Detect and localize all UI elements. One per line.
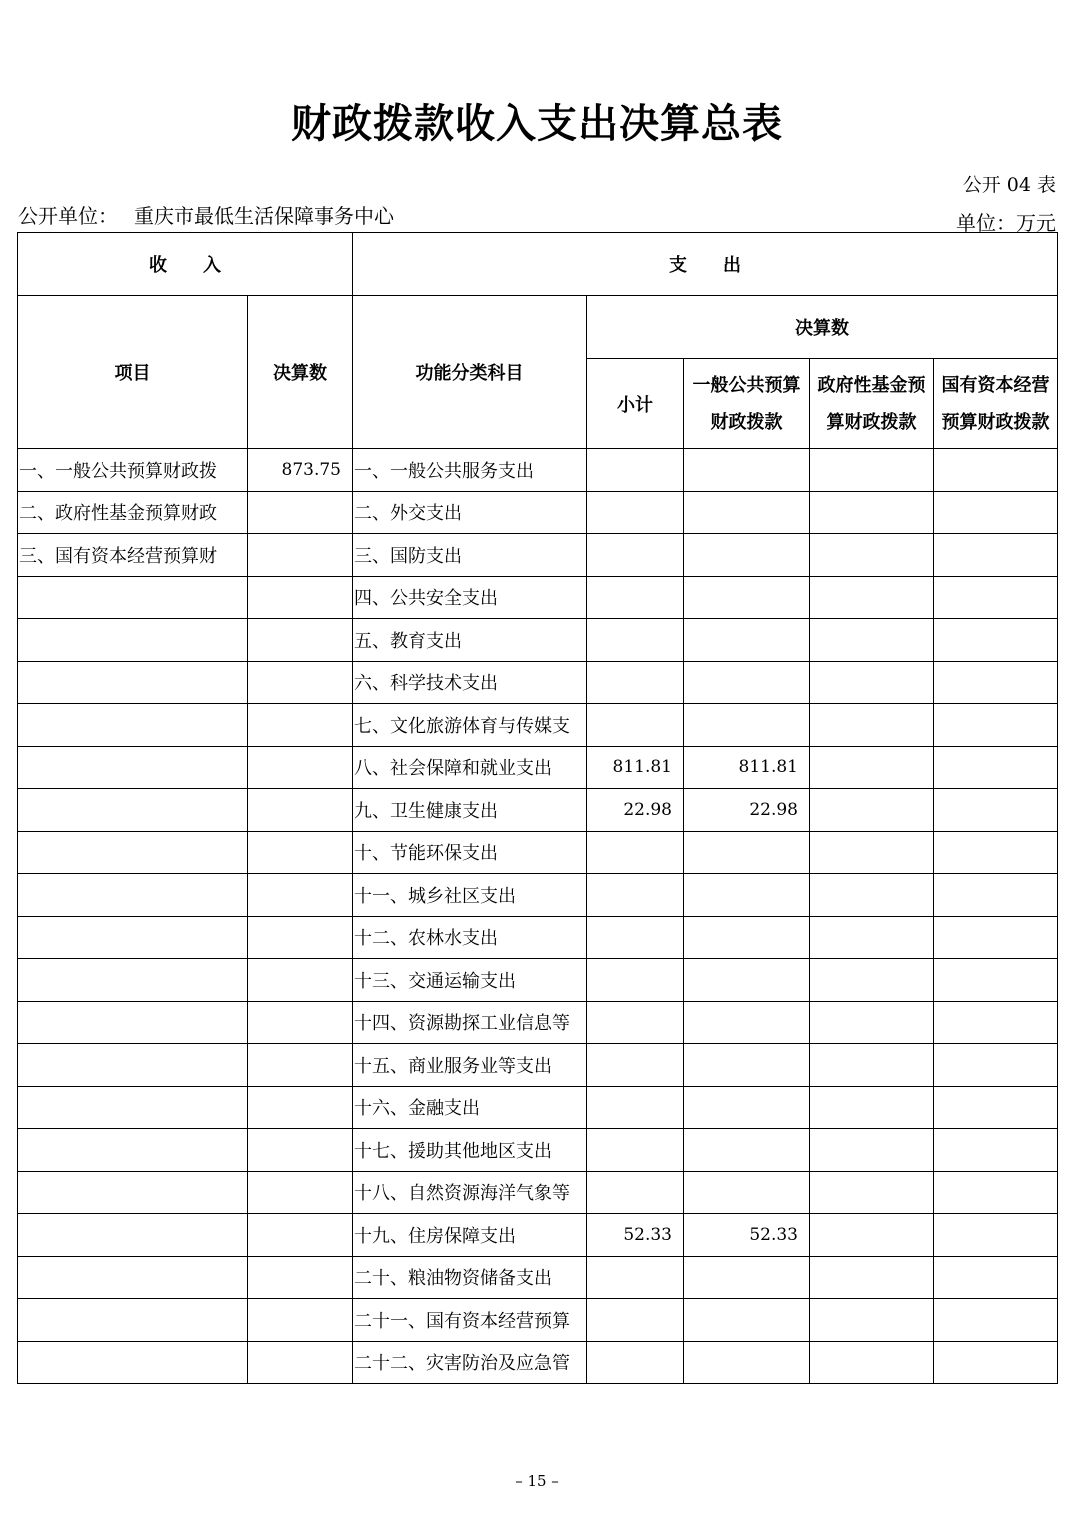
income-amount-cell: [248, 534, 353, 577]
income-item-cell: [18, 1256, 248, 1299]
general-budget-cell: [684, 831, 810, 874]
table-row: [18, 534, 1058, 577]
income-item-cell: [18, 1044, 248, 1087]
gov-fund-cell: [810, 1086, 934, 1129]
category-cell: 六、科学技术支出: [353, 661, 587, 704]
income-amount-cell: [248, 1086, 353, 1129]
gov-fund-cell: [810, 1129, 934, 1172]
table-row: [18, 1129, 1058, 1172]
income-item-cell: [18, 704, 248, 747]
subtotal-cell: [587, 661, 684, 704]
state-capital-cell: [934, 1214, 1058, 1257]
page-title: 财政拨款收入支出决算总表: [291, 100, 783, 147]
page-number: – 15 –: [515, 1472, 559, 1490]
gov-fund-cell: [810, 1341, 934, 1384]
table-row: [18, 874, 1058, 917]
table-body: [18, 449, 1058, 1384]
general-budget-cell: [684, 1299, 810, 1342]
income-amount-cell: [248, 1341, 353, 1384]
general-budget-cell: 52.33: [684, 1214, 810, 1257]
state-capital-cell: [934, 1256, 1058, 1299]
table-row: [18, 491, 1058, 534]
gov-fund-cell: [810, 916, 934, 959]
table-row: [18, 789, 1058, 832]
income-amount-cell: [248, 789, 353, 832]
table-row: [18, 1341, 1058, 1384]
state-capital-cell: [934, 1044, 1058, 1087]
money-unit: 单位：万元: [956, 211, 1056, 235]
state-capital-cell: [934, 746, 1058, 789]
income-item-cell: [18, 1214, 248, 1257]
state-capital-cell: [934, 491, 1058, 534]
subtotal-cell: [587, 959, 684, 1002]
category-cell: 九、卫生健康支出: [353, 789, 587, 832]
income-item-cell: [18, 746, 248, 789]
table-row: [18, 1001, 1058, 1044]
state-capital-cell: [934, 534, 1058, 577]
gov-fund-cell: [810, 449, 934, 492]
state-capital-cell: [934, 916, 1058, 959]
subtotal-cell: [587, 704, 684, 747]
subtotal-cell: [587, 491, 684, 534]
income-amount-cell: [248, 1001, 353, 1044]
general-budget-cell: [684, 491, 810, 534]
header-final-amount: 决算数: [587, 296, 1058, 359]
subtotal-cell: [587, 449, 684, 492]
category-cell: 十三、交通运输支出: [353, 959, 587, 1002]
income-amount-cell: [248, 746, 353, 789]
table-row: [18, 916, 1058, 959]
general-budget-cell: [684, 704, 810, 747]
form-number: 公开 04 表: [962, 174, 1056, 196]
income-amount-cell: [248, 619, 353, 662]
subtotal-cell: [587, 831, 684, 874]
general-budget-cell: [684, 1129, 810, 1172]
general-budget-cell: [684, 1171, 810, 1214]
income-item-cell: [18, 576, 248, 619]
table-row: [18, 831, 1058, 874]
subtotal-cell: [587, 1001, 684, 1044]
income-item-cell: [18, 831, 248, 874]
subtotal-cell: [587, 1256, 684, 1299]
table-row: [18, 449, 1058, 492]
header-general-line1: 一般公共预算: [692, 374, 801, 396]
gov-fund-cell: [810, 789, 934, 832]
category-cell: 十、节能环保支出: [353, 831, 587, 874]
category-cell: 十二、农林水支出: [353, 916, 587, 959]
subtotal-cell: 811.81: [587, 746, 684, 789]
income-amount-cell: 873.75: [248, 449, 353, 492]
table-row: [18, 959, 1058, 1002]
income-amount-cell: [248, 576, 353, 619]
gov-fund-cell: [810, 661, 934, 704]
table-row: [18, 661, 1058, 704]
income-item-cell: [18, 1299, 248, 1342]
table-row: [18, 576, 1058, 619]
header-gov-fund: [810, 359, 934, 449]
income-item-cell: [18, 1171, 248, 1214]
gov-fund-cell: [810, 491, 934, 534]
general-budget-cell: [684, 534, 810, 577]
subtotal-cell: 22.98: [587, 789, 684, 832]
subtotal-cell: [587, 619, 684, 662]
general-budget-cell: [684, 1256, 810, 1299]
gov-fund-cell: [810, 746, 934, 789]
state-capital-cell: [934, 1129, 1058, 1172]
header-category: 功能分类科目: [353, 296, 587, 449]
gov-fund-cell: [810, 1214, 934, 1257]
gov-fund-cell: [810, 576, 934, 619]
category-cell: 四、公共安全支出: [353, 576, 587, 619]
header-state-capital-line2: 预算财政拨款: [941, 411, 1050, 433]
gov-fund-cell: [810, 831, 934, 874]
general-budget-cell: [684, 916, 810, 959]
state-capital-cell: [934, 1171, 1058, 1214]
table-row: [18, 1256, 1058, 1299]
category-cell: 二十、粮油物资储备支出: [353, 1256, 587, 1299]
income-amount-cell: [248, 1256, 353, 1299]
category-cell: 十四、资源勘探工业信息等: [353, 1001, 587, 1044]
state-capital-cell: [934, 1001, 1058, 1044]
subtotal-cell: [587, 1086, 684, 1129]
subtotal-cell: [587, 1171, 684, 1214]
state-capital-cell: [934, 831, 1058, 874]
category-cell: 十七、援助其他地区支出: [353, 1129, 587, 1172]
header-state-capital: [934, 359, 1058, 449]
state-capital-cell: [934, 1086, 1058, 1129]
subtotal-cell: [587, 1129, 684, 1172]
income-item-cell: 一、一般公共预算财政拨: [18, 449, 248, 492]
table-row: [18, 746, 1058, 789]
income-item-cell: [18, 1086, 248, 1129]
header-gov-fund-line1: 政府性基金预: [817, 374, 926, 396]
category-cell: 十八、自然资源海洋气象等: [353, 1171, 587, 1214]
income-item-cell: [18, 874, 248, 917]
income-item-cell: [18, 1001, 248, 1044]
income-amount-cell: [248, 831, 353, 874]
general-budget-cell: [684, 449, 810, 492]
table-row: [18, 704, 1058, 747]
state-capital-cell: [934, 576, 1058, 619]
subtotal-cell: [587, 916, 684, 959]
category-cell: 十五、商业服务业等支出: [353, 1044, 587, 1087]
state-capital-cell: [934, 789, 1058, 832]
table-row: [18, 1214, 1058, 1257]
income-item-cell: 二、政府性基金预算财政: [18, 491, 248, 534]
subtotal-cell: [587, 1341, 684, 1384]
subtotal-cell: [587, 1044, 684, 1087]
subtotal-cell: 52.33: [587, 1214, 684, 1257]
subtotal-cell: [587, 576, 684, 619]
category-cell: 二十二、灾害防治及应急管: [353, 1341, 587, 1384]
gov-fund-cell: [810, 1299, 934, 1342]
gov-fund-cell: [810, 1256, 934, 1299]
category-cell: 十一、城乡社区支出: [353, 874, 587, 917]
general-budget-cell: [684, 1001, 810, 1044]
category-cell: 二、外交支出: [353, 491, 587, 534]
category-cell: 十六、金融支出: [353, 1086, 587, 1129]
state-capital-cell: [934, 874, 1058, 917]
category-cell: 二十一、国有资本经营预算: [353, 1299, 587, 1342]
header-item: 项目: [18, 296, 248, 449]
income-amount-cell: [248, 704, 353, 747]
gov-fund-cell: [810, 704, 934, 747]
general-budget-cell: [684, 1044, 810, 1087]
state-capital-cell: [934, 449, 1058, 492]
income-amount-cell: [248, 959, 353, 1002]
table-row: [18, 1044, 1058, 1087]
reporting-unit-label: 公开单位：: [18, 204, 118, 228]
gov-fund-cell: [810, 874, 934, 917]
category-cell: 十九、住房保障支出: [353, 1214, 587, 1257]
table-row: [18, 1299, 1058, 1342]
general-budget-cell: [684, 874, 810, 917]
income-amount-cell: [248, 491, 353, 534]
general-budget-cell: [684, 1341, 810, 1384]
income-amount-cell: [248, 1129, 353, 1172]
state-capital-cell: [934, 704, 1058, 747]
state-capital-cell: [934, 1299, 1058, 1342]
header-general-line2: 财政拨款: [710, 411, 783, 433]
income-item-cell: [18, 916, 248, 959]
category-cell: 五、教育支出: [353, 619, 587, 662]
income-item-cell: [18, 1129, 248, 1172]
gov-fund-cell: [810, 1044, 934, 1087]
income-item-cell: [18, 959, 248, 1002]
income-amount-cell: [248, 1171, 353, 1214]
general-budget-cell: [684, 959, 810, 1002]
category-cell: 三、国防支出: [353, 534, 587, 577]
header-general-budget: [684, 359, 810, 449]
general-budget-cell: 811.81: [684, 746, 810, 789]
income-item-cell: [18, 789, 248, 832]
header-amount: 决算数: [248, 296, 353, 449]
gov-fund-cell: [810, 1171, 934, 1214]
state-capital-cell: [934, 959, 1058, 1002]
table-row: [18, 1171, 1058, 1214]
gov-fund-cell: [810, 534, 934, 577]
table-row: [18, 619, 1058, 662]
header-subtotal: 小计: [587, 359, 684, 449]
subtotal-cell: [587, 874, 684, 917]
reporting-unit: [18, 200, 394, 229]
gov-fund-cell: [810, 1001, 934, 1044]
general-budget-cell: [684, 661, 810, 704]
table-row: [18, 1086, 1058, 1129]
state-capital-cell: [934, 619, 1058, 662]
general-budget-cell: [684, 619, 810, 662]
general-budget-cell: [684, 1086, 810, 1129]
category-cell: 一、一般公共服务支出: [353, 449, 587, 492]
category-cell: 七、文化旅游体育与传媒支: [353, 704, 587, 747]
budget-table: [17, 232, 1058, 1384]
income-item-cell: 三、国有资本经营预算财: [18, 534, 248, 577]
income-amount-cell: [248, 661, 353, 704]
gov-fund-cell: [810, 959, 934, 1002]
reporting-unit-name: 重庆市最低生活保障事务中心: [134, 204, 394, 228]
state-capital-cell: [934, 661, 1058, 704]
header-income: 收 入: [18, 233, 353, 296]
category-cell: 八、社会保障和就业支出: [353, 746, 587, 789]
state-capital-cell: [934, 1341, 1058, 1384]
income-amount-cell: [248, 916, 353, 959]
income-amount-cell: [248, 1044, 353, 1087]
header-gov-fund-line2: 算财政拨款: [826, 411, 917, 433]
general-budget-cell: 22.98: [684, 789, 810, 832]
income-amount-cell: [248, 874, 353, 917]
income-amount-cell: [248, 1299, 353, 1342]
income-item-cell: [18, 619, 248, 662]
income-item-cell: [18, 1341, 248, 1384]
header-state-capital-line1: 国有资本经营: [941, 374, 1050, 396]
gov-fund-cell: [810, 619, 934, 662]
general-budget-cell: [684, 576, 810, 619]
subtotal-cell: [587, 534, 684, 577]
subtotal-cell: [587, 1299, 684, 1342]
header-expense: 支 出: [353, 233, 1058, 296]
income-amount-cell: [248, 1214, 353, 1257]
income-item-cell: [18, 661, 248, 704]
